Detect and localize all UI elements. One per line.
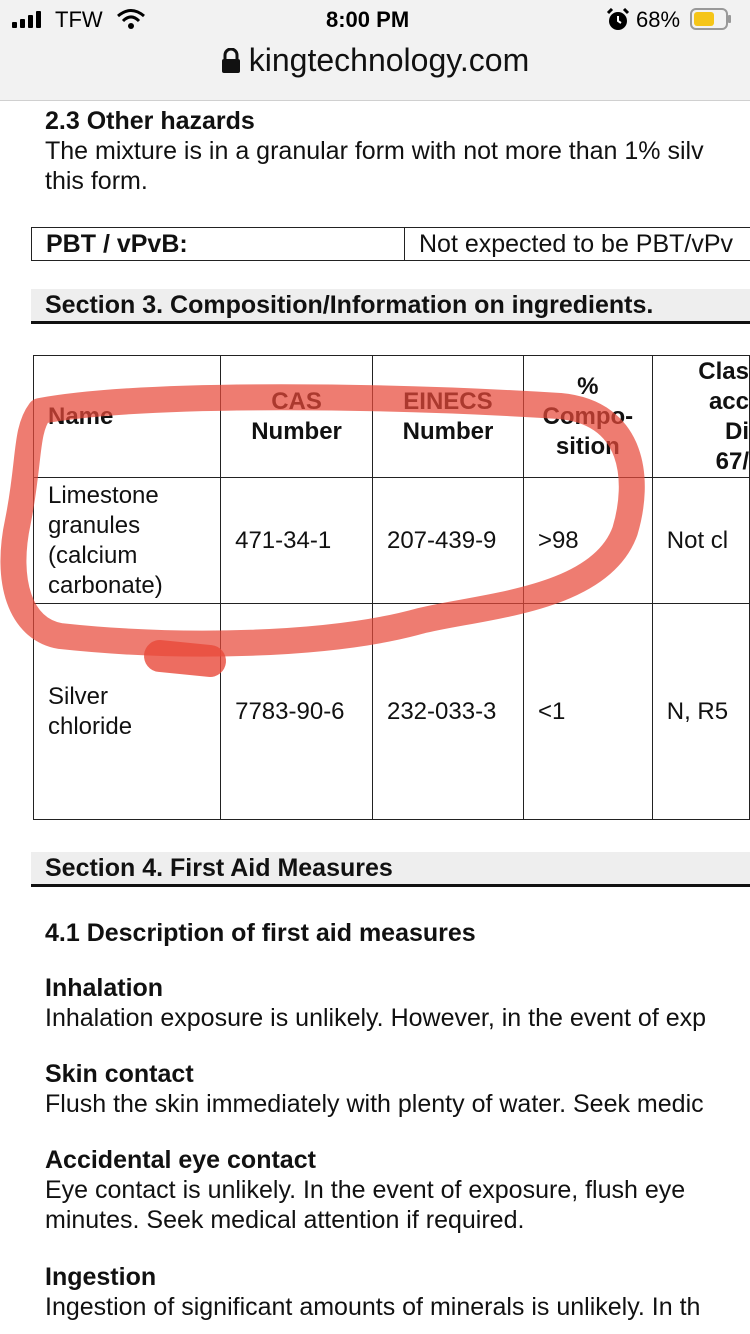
ingestion-heading: Ingestion	[45, 1263, 157, 1291]
pbt-label-cell	[32, 228, 405, 260]
composition-table	[33, 355, 750, 820]
table-row	[34, 604, 750, 820]
row1-einecs: 207-439-9	[372, 478, 523, 604]
inhalation-heading: Inhalation	[45, 974, 164, 1002]
row1-cas: 471-34-1	[221, 478, 373, 604]
inhalation-text: Inhalation exposure is unlikely. However, in the event of exp	[45, 1004, 707, 1032]
table-row	[34, 478, 750, 604]
battery-icon	[690, 8, 732, 30]
row2-composition: <1	[523, 604, 652, 820]
row1-composition: >98	[523, 478, 652, 604]
eye-contact-heading: Accidental eye contact	[45, 1146, 316, 1174]
wifi-icon	[116, 8, 146, 30]
table-header-row	[34, 356, 750, 478]
row1-classification: Not cl	[652, 478, 749, 604]
hazards-text-line1: The mixture is in a granular form with not more than 1% silv	[45, 137, 704, 165]
url-text: kingtechnology.com	[248, 42, 530, 78]
header-classification: Clas acc Di 67/	[652, 356, 749, 478]
eye-contact-text-line1: Eye contact is unlikely. In the event of exposure, flush eye	[45, 1176, 686, 1204]
pbt-label: PBT / vPvB:	[46, 230, 188, 258]
header-name: Name	[34, 356, 221, 478]
battery-percent: 68%	[636, 7, 681, 32]
ingestion-text: Ingestion of significant amounts of minerals is unlikely. In th	[45, 1293, 701, 1321]
hazards-text-line2: this form.	[45, 167, 148, 195]
header-einecs: EINECS Number	[372, 356, 523, 478]
row2-cas: 7783-90-6	[221, 604, 373, 820]
row2-classification: N, R5	[652, 604, 749, 820]
address-bar[interactable]	[0, 40, 750, 101]
section3-title: Section 3. Composition/Information on ingredients.	[45, 291, 654, 319]
row2-einecs: 232-033-3	[372, 604, 523, 820]
skin-contact-heading: Skin contact	[45, 1060, 194, 1088]
eye-contact-text-line2: minutes. Seek medical attention if required.	[45, 1206, 525, 1234]
document-view[interactable]	[0, 101, 750, 1334]
signal-icon	[12, 10, 41, 28]
row2-name: Silver chloride	[34, 604, 221, 820]
section4-header	[31, 852, 750, 887]
carrier-label: TFW	[55, 7, 103, 32]
url-display[interactable]	[0, 42, 750, 79]
clock: 8:00 PM	[326, 7, 410, 32]
section4-title: Section 4. First Aid Measures	[45, 854, 393, 882]
header-cas: CAS Number	[221, 356, 373, 478]
first-aid-subheading: 4.1 Description of first aid measures	[45, 919, 476, 947]
alarm-icon	[606, 8, 630, 32]
row1-name: Limestone granules (calcium carbonate)	[34, 478, 221, 604]
hazards-heading: 2.3 Other hazards	[45, 107, 255, 135]
section3-header	[31, 289, 750, 324]
pbt-table	[31, 227, 750, 261]
header-composition: % Compo- sition	[523, 356, 652, 478]
status-bar	[0, 0, 750, 40]
skin-contact-text: Flush the skin immediately with plenty of water. Seek medic	[45, 1090, 704, 1118]
lock-icon	[221, 48, 241, 74]
pbt-value: Not expected to be PBT/vPv	[419, 230, 734, 258]
